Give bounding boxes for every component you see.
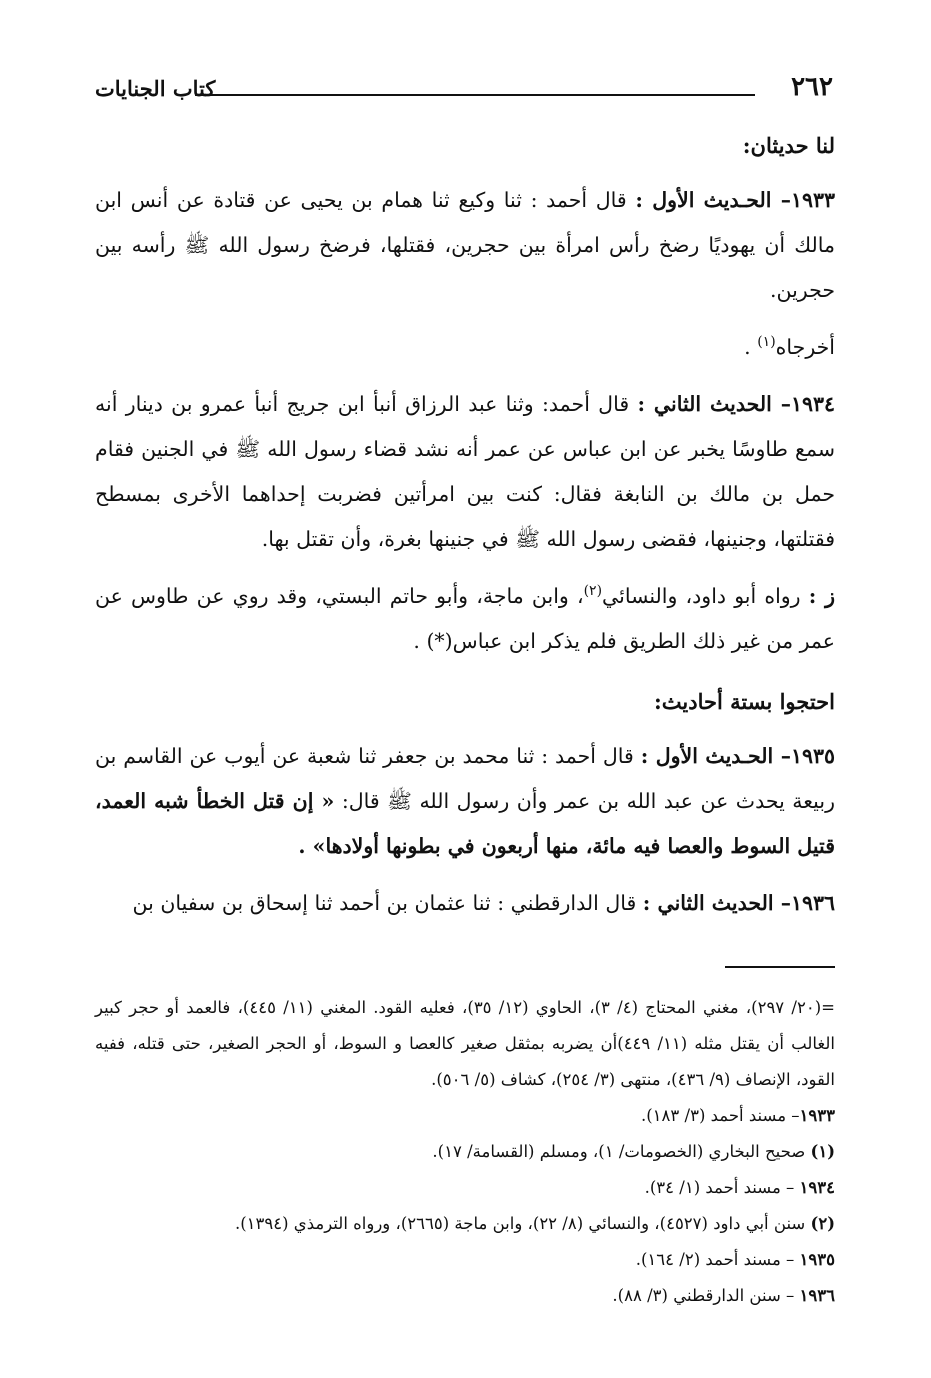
footnote-text: – مسند أحمد (٣/ ١٨٣). [640, 1106, 800, 1125]
footnote-label: (١) [810, 1142, 835, 1161]
footnote-text: – مسند أحمد (١/ ٣٤). [644, 1178, 800, 1197]
hadith-quote: « إن قتل الخطأ شبه العمد، قتيل السوط والعصا فيه مائة، منها أربعون في بطونها أولادها» . [95, 789, 835, 858]
hadith-1936 [95, 881, 835, 926]
footnote [95, 1278, 835, 1314]
footnote-label: ١٩٣٤ [799, 1178, 835, 1197]
footnote-ref: (١) [757, 334, 776, 351]
note-mark: ز : [808, 584, 835, 608]
footnote [95, 1170, 835, 1206]
hadith-number: ١٩٣٦ [790, 891, 835, 915]
footnote-label: ١٩٣٥ [799, 1250, 835, 1269]
note-text: رواه أبو داود، والنسائي [602, 584, 809, 608]
hadith-label: – الحديث الثاني : [642, 891, 791, 915]
hadith-label: – الحديث الثاني : [637, 392, 791, 416]
hadith-text: قال أحمد : ثنا وكيع ثنا همام بن يحيى عن قتادة عن أنس ابن مالك أن يهوديًا رضخ رأس امرأة بين حجرين، فقتلها، فرضخ رسول الله ﷺ رأسه بين حجرين. [95, 188, 835, 302]
hadith-number: ١٩٣٣ [790, 188, 836, 212]
hadith-1934 [95, 382, 835, 562]
footnote [95, 1242, 835, 1278]
note-text-continued: ، وابن ماجة، وأبو حاتم البستي، وقد روي عن طاوس عن عمر من غير ذلك الطريق فلم يذكر ابن عباس(*) . [95, 584, 835, 653]
footnote [95, 1206, 835, 1242]
footnote-label: (٢) [810, 1214, 835, 1233]
hadith-text: قال الدارقطني : ثنا عثمان بن أحمد ثنا إسحاق بن سفيان بن [132, 891, 643, 915]
section-heading: لنا حديثان: [742, 133, 835, 158]
book-title: كتاب الجنايات [95, 76, 216, 101]
note-1934 [95, 574, 835, 664]
footnote-ref: (٢) [583, 583, 603, 600]
footnote [95, 990, 835, 1098]
footnote-text: – سنن الدارقطني (٣/ ٨٨). [612, 1286, 800, 1305]
page-number: ٢٦٢ [791, 72, 833, 102]
hadith-text: قال أحمد : ثنا محمد بن جعفر ثنا شعبة عن أيوب عن القاسم بن ربيعة يحدث عن عبد الله بن عمر وأن رسول الله ﷺ قال: [95, 744, 835, 813]
section-heading: احتجوا بستة أحاديث: [654, 689, 835, 714]
footnote-label: ١٩٣٣ [799, 1106, 835, 1125]
book-page [95, 68, 835, 1314]
page-header [95, 68, 835, 108]
footnote-text: سنن أبي داود (٤٥٢٧)، والنسائي (٨/ ٢٢)، وابن ماجة (٢٦٦٥)، ورواه الترمذي (١٣٩٤). [234, 1214, 811, 1233]
footnote [95, 1134, 835, 1170]
footnote-text: – مسند أحمد (٢/ ١٦٤). [635, 1250, 800, 1269]
hadith-number: ١٩٣٥ [790, 744, 836, 768]
header-rule [195, 94, 755, 96]
hadith-label: – الحـديث الأول : [640, 744, 791, 768]
footnote-label: ١٩٣٦ [799, 1286, 835, 1305]
hadith-1933 [95, 178, 835, 313]
footnote-text: صحيح البخاري (الخصومات/ ١)، ومسلم (القسامة/ ١٧). [432, 1142, 811, 1161]
takhrij-1933 [95, 325, 835, 370]
footnote [95, 1098, 835, 1134]
footnote-rule [725, 966, 835, 968]
footnote-text: =(٢٠/ ٢٩٧)، مغني المحتاج (٤/ ٣)، الحاوي (١٢/ ٣٥)، فعليه القود. المغني (١١/ ٤٤٥)، فالعمد أو حجر كبير الغالب أن يقتل مثله (١١/ ٤٤٩)أن يضربه بمثقل صغير كالعصا و السوط، أو الحجر الصغير، حتى قتله، ففيه القود، الإنصاف (٩/ ٤٣٦)، منتهى (٣/ ٢٥٤)، كشاف (٥/ ٥٠٦). [95, 998, 835, 1089]
takhrij-tail: . [744, 335, 758, 359]
hadith-1935 [95, 734, 835, 869]
hadith-number: ١٩٣٤ [790, 392, 835, 416]
hadith-text: قال أحمد: وثنا عبد الرزاق أنبأ ابن جريج أنبأ عمرو بن دينار أنه سمع طاوسًا يخبر عن ابن عباس عن عمر أنه نشد قضاء رسول الله ﷺ في الجنين فقام حمل بن مالك بن النابغة فقال: كنت بين امرأتين فضربت إحداهما الأخرى بمسطح فقتلتها، وجنينها، فقضى رسول الله ﷺ في جنينها بغرة، وأن تقتل بها. [95, 392, 835, 551]
takhrij-text: أخرجاه [775, 335, 835, 359]
footnotes [95, 990, 835, 1314]
hadith-label: – الحـديث الأول : [635, 188, 791, 212]
